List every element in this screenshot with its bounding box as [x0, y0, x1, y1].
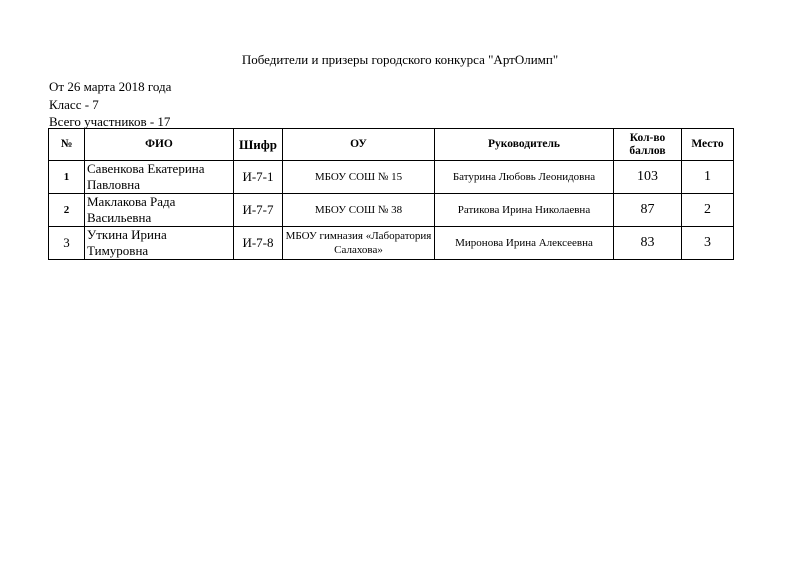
- participants-line: Всего участников - 17: [49, 114, 171, 129]
- class-line: Класс - 7: [49, 97, 99, 112]
- header-code: Шифр: [234, 129, 283, 161]
- row-place: 2: [682, 194, 734, 227]
- header-number: №: [49, 129, 85, 161]
- row-code: И-7-7: [234, 194, 283, 227]
- row-code: И-7-1: [234, 161, 283, 194]
- row-code: И-7-8: [234, 227, 283, 260]
- results-table: [48, 128, 734, 260]
- row-place: 1: [682, 161, 734, 194]
- row-place: 3: [682, 227, 734, 260]
- row-fio: Уткина Ирина Тимуровна: [85, 227, 234, 260]
- row-number: 3: [49, 227, 85, 260]
- row-score: 103: [614, 161, 682, 194]
- table-header-row: [49, 129, 734, 161]
- row-fio: Маклакова Рада Васильевна: [85, 194, 234, 227]
- row-school: МБОУ СОШ № 38: [283, 194, 435, 227]
- row-school: МБОУ СОШ № 15: [283, 161, 435, 194]
- document-title: Победители и призеры городского конкурса "АртОлимп": [241, 52, 559, 67]
- table-row: [49, 161, 734, 194]
- header-place: Место: [682, 129, 734, 161]
- row-school: МБОУ гимназия «Лаборатория Салахова»: [283, 227, 435, 260]
- row-score: 83: [614, 227, 682, 260]
- row-fio: Савенкова Екатерина Павловна: [85, 161, 234, 194]
- table-row: [49, 194, 734, 227]
- row-number: 2: [49, 194, 85, 227]
- row-teacher: Ратикова Ирина Николаевна: [435, 194, 614, 227]
- date-line: От 26 марта 2018 года: [49, 79, 172, 94]
- row-teacher: Батурина Любовь Леонидовна: [435, 161, 614, 194]
- header-school: ОУ: [283, 129, 435, 161]
- table-row: [49, 227, 734, 260]
- row-score: 87: [614, 194, 682, 227]
- header-teacher: Руководитель: [435, 129, 614, 161]
- row-number: 1: [49, 161, 85, 194]
- row-teacher: Миронова Ирина Алексеевна: [435, 227, 614, 260]
- header-score: Кол-во баллов: [614, 129, 682, 161]
- header-fio: ФИО: [85, 129, 234, 161]
